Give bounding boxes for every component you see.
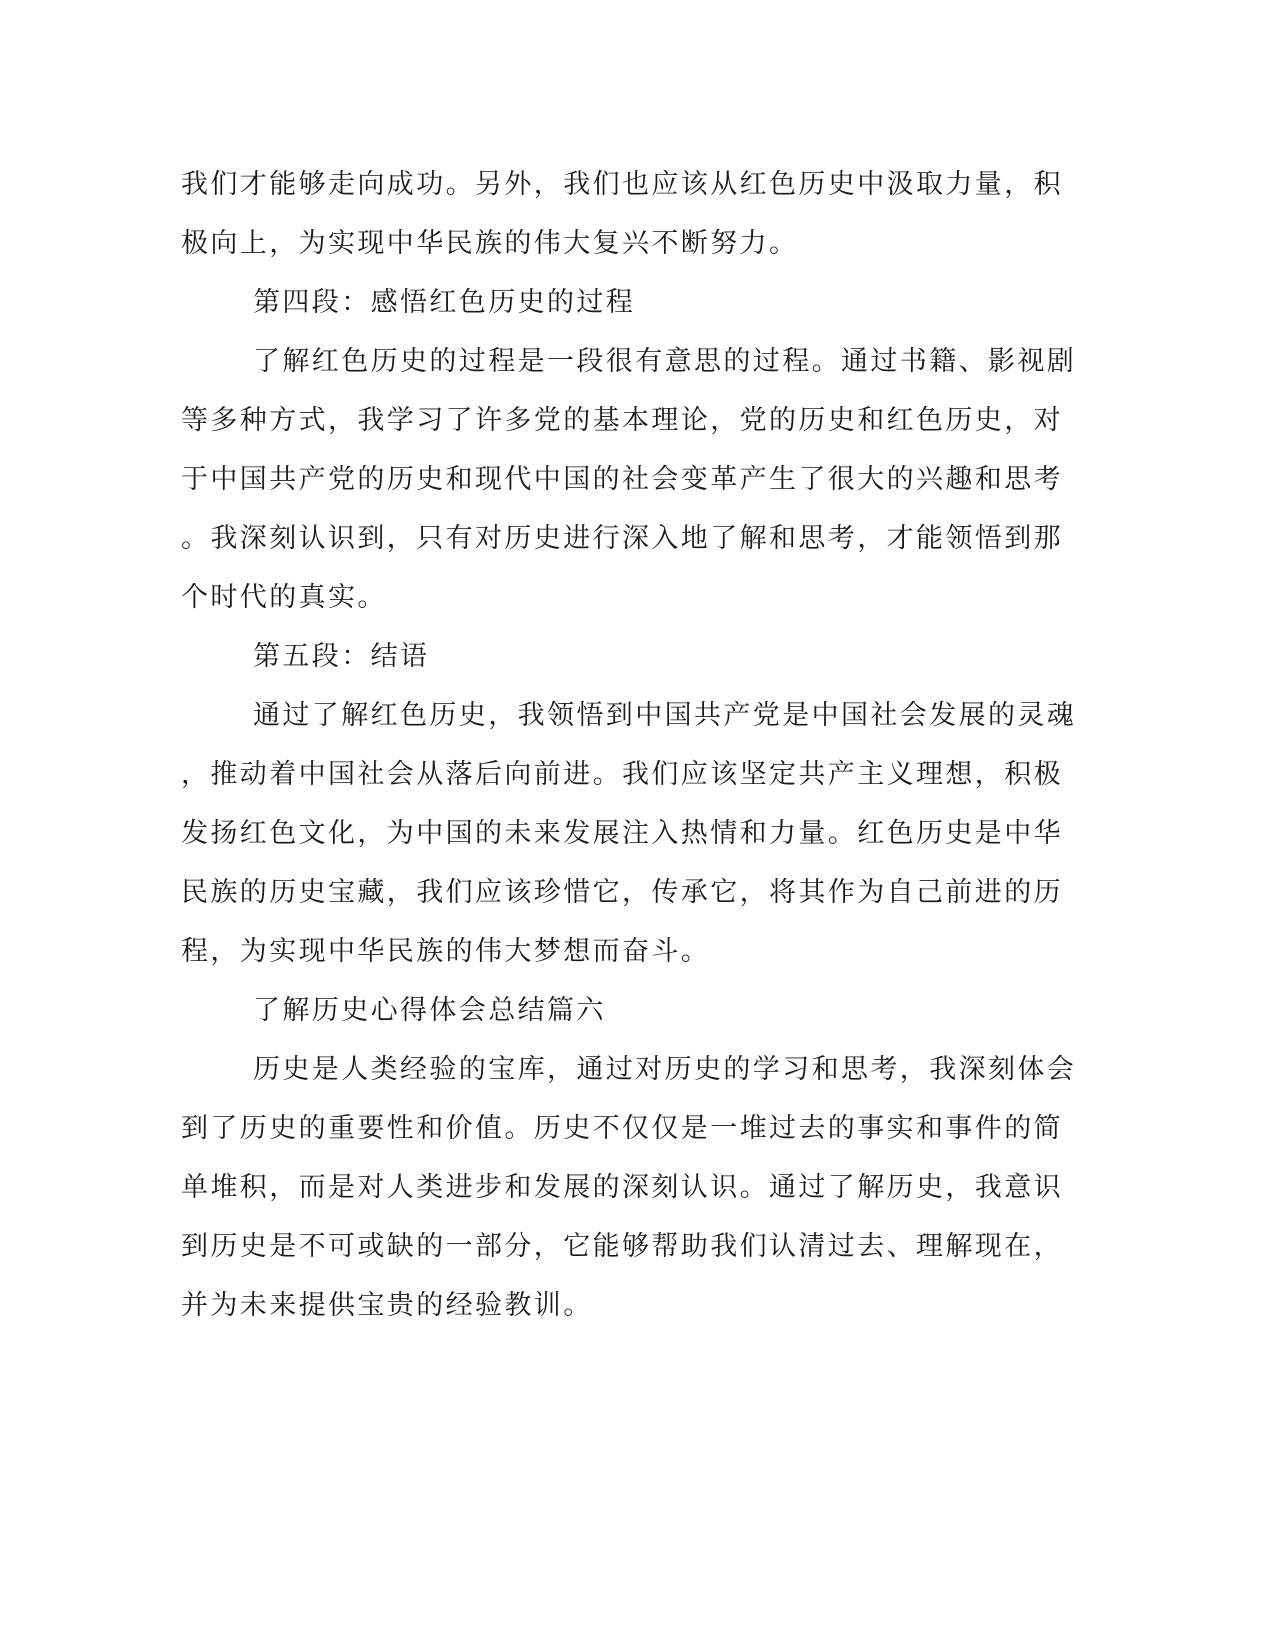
text-line: 个时代的真实。 bbox=[181, 582, 387, 613]
section-heading: 第四段：感悟红色历史的过程 bbox=[253, 287, 636, 318]
text-line: 到历史是不可或缺的一部分，它能够帮助我们认清过去、理解现在， bbox=[181, 1231, 1063, 1262]
text-line: 通过了解红色历史，我领悟到中国共产党是中国社会发展的灵魂 bbox=[253, 700, 1077, 731]
text-line: 程，为实现中华民族的伟大梦想而奋斗。 bbox=[181, 936, 711, 967]
text-line: 。我深刻认识到，只有对历史进行深入地了解和思考，才能领悟到那 bbox=[181, 523, 1063, 554]
section-heading: 第五段：结语 bbox=[253, 641, 430, 672]
text-line: 等多种方式，我学习了许多党的基本理论，党的历史和红色历史，对 bbox=[181, 405, 1063, 436]
text-line: 我们才能够走向成功。另外，我们也应该从红色历史中汲取力量，积 bbox=[181, 169, 1063, 200]
text-line: 极向上，为实现中华民族的伟大复兴不断努力。 bbox=[181, 228, 799, 259]
text-line: 并为未来提供宝贵的经验教训。 bbox=[181, 1290, 593, 1321]
text-line: ，推动着中国社会从落后向前进。我们应该坚定共产主义理想，积极 bbox=[181, 759, 1063, 790]
document-body bbox=[181, 155, 1077, 1335]
text-line: 发扬红色文化，为中国的未来发展注入热情和力量。红色历史是中华 bbox=[181, 818, 1063, 849]
text-line: 到了历史的重要性和价值。历史不仅仅是一堆过去的事实和事件的简 bbox=[181, 1113, 1063, 1144]
text-line: 了解红色历史的过程是一段很有意思的过程。通过书籍、影视剧 bbox=[253, 346, 1077, 377]
text-line: 民族的历史宝藏，我们应该珍惜它，传承它，将其作为自己前进的历 bbox=[181, 877, 1063, 908]
text-line: 单堆积，而是对人类进步和发展的深刻认识。通过了解历史，我意识 bbox=[181, 1172, 1063, 1203]
section-heading: 了解历史心得体会总结篇六 bbox=[253, 995, 606, 1026]
text-line: 历史是人类经验的宝库，通过对历史的学习和思考，我深刻体会 bbox=[253, 1054, 1077, 1085]
text-line: 于中国共产党的历史和现代中国的社会变革产生了很大的兴趣和思考 bbox=[181, 464, 1063, 495]
